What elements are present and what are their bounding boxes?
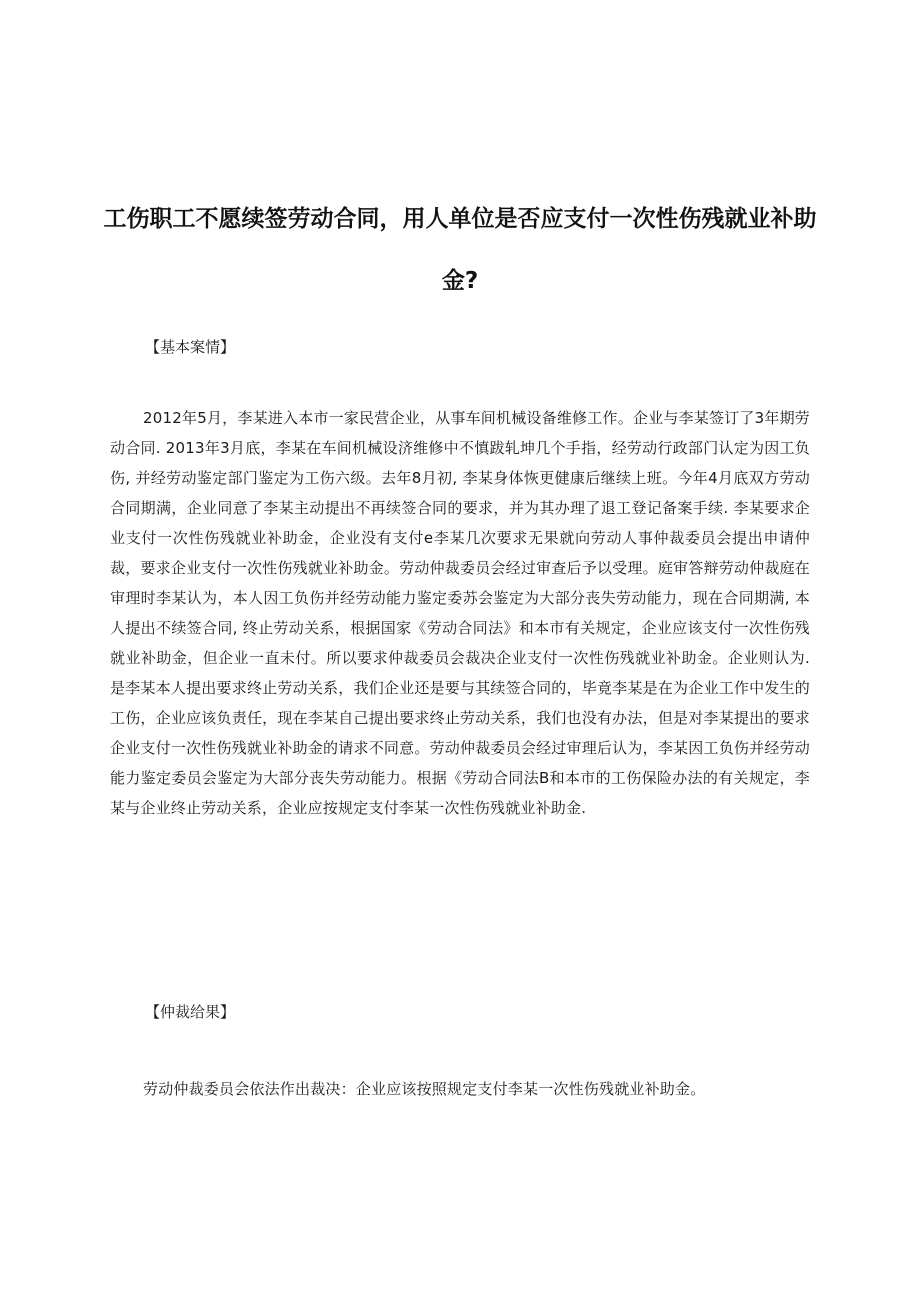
section-heading-arbitration-result: 【仲裁给果】	[145, 1003, 236, 1021]
section-body-basic-facts: 2012年5月，李某进入本市一家民营企业，从事车间机械设备维修工作。企业与李某签订了3年期劳动合同. 2013年3月底，李某在车间机械设济维修中不慎跋轧坤几个手指，经劳动行政部门认定为因工负伤, 并经劳动鉴定部门鉴定为工伤六级。去年8月初, 李某身体恢更健康后继续上班。今年4月底双方劳动合同期满，企业同意了李某主动提出不再续签合同的要求，并为其办理了退工登记备案手续. 李某要求企业支付一次性伤残就业补助金，企业没有支付e李某几次要求无果就向劳动人事仲裁委员会提出申请仲裁，要求企业支付一次性伤残就业补助金。劳动仲裁委员会经过审查后予以受理。庭审答辩劳动仲裁庭在审理时李某认为，本人因工负伤并经劳动能力鉴定委苏会鉴定为大部分丧失劳动能力，现在合同期满, 本人提出不续签合同, 终止劳动关系，根据国家《劳动合同法》和本市有关规定，企业应该支付一次性伤残就业补助金，但企业一直未付。所以要求仲裁委员会裁决企业支付一次性伤残就业补助金。企业则认为.是李某本人提出要求终止劳动关系，我们企业还是要与其续签合同的，毕竟李某是在为企业工作中发生的工伤，企业应该负责任，现在李某自己提出要求终止劳动关系，我们也没有办法，但是对李某提出的要求企业支付一次性伤残就业补助金的请求不同意。劳动仲裁委员会经过审理后认为，李某因工负伤并经劳动能力鉴定委员会鉴定为大部分丧失劳动能力。根据《劳动合同法B和本市的工伤保险办法的有关规定，李某与企业终止劳动关系，企业应按规定支付李某一次性伤残就业补助金.	[110, 409, 810, 817]
section-heading-basic-facts: 【基本案情】	[145, 338, 236, 356]
section-body-arbitration-result: 劳动仲裁委员会依法作出裁决：企业应该按照规定支付李某一次性伤残就业补助金。	[143, 1080, 706, 1098]
document-title: 工伤职工不愿续签劳动合同，用人单位是否应支付一次性伤残就业补助金?	[103, 206, 817, 294]
